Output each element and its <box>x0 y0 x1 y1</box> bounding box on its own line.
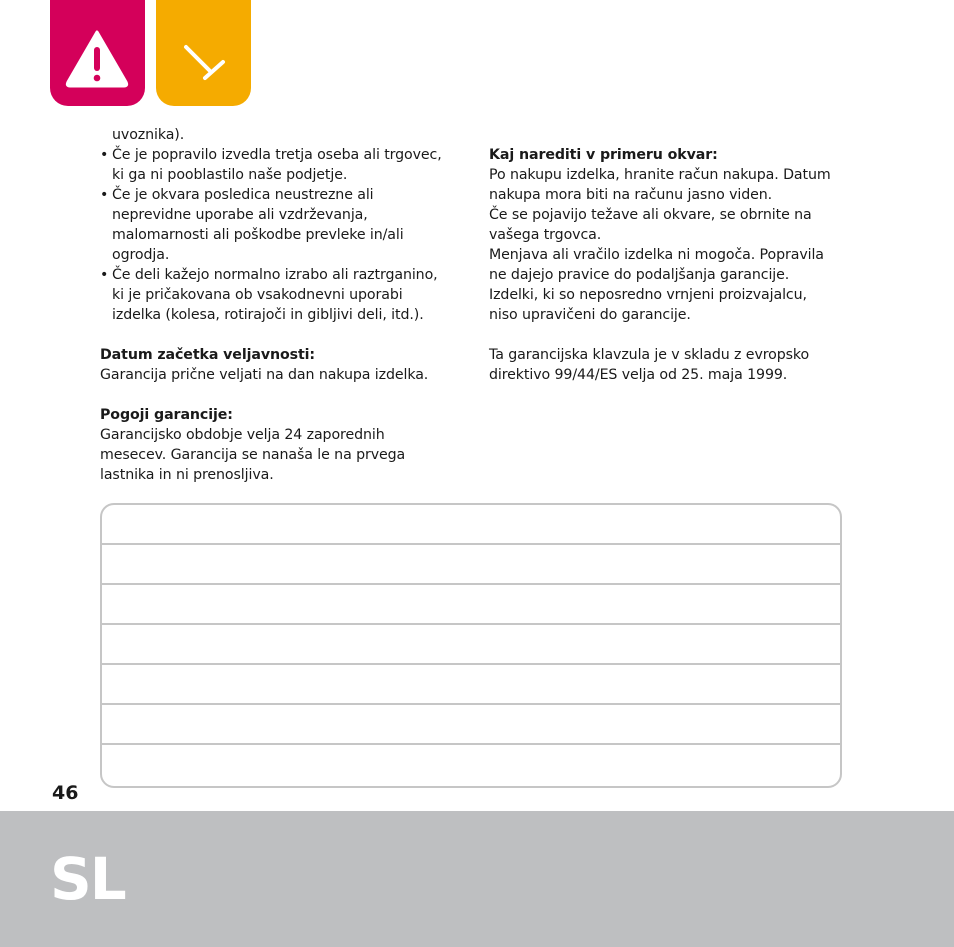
left-column <box>100 125 470 505</box>
paragraph-line: niso upravičeni do garancije. <box>489 307 691 323</box>
form-line <box>102 543 840 545</box>
page-number: 46 <box>52 782 79 804</box>
bullet-line: ogrodja. <box>112 247 170 263</box>
warning-icon <box>50 0 145 106</box>
warning-tab <box>50 0 145 106</box>
section-heading: Datum začetka veljavnosti: <box>100 347 315 363</box>
bullet-item <box>100 185 470 265</box>
bullet-item <box>100 265 470 325</box>
paragraph-line: lastnika in ni prenosljiva. <box>100 467 274 483</box>
form-line <box>102 743 840 745</box>
form-line <box>102 663 840 665</box>
defects-section <box>489 145 849 325</box>
paragraph-line: nakupa mora biti na računu jasno viden. <box>489 187 773 203</box>
paragraph-line: ne dajejo pravice do podaljšanja garancije. <box>489 267 790 283</box>
conditions-section <box>100 405 470 485</box>
bullet-line: Če deli kažejo normalno izrabo ali raztrganino, <box>112 267 438 283</box>
bullet-dot: • <box>100 147 109 163</box>
bullet-line: ki ga ni pooblastilo naše podjetje. <box>112 167 348 183</box>
validity-section <box>100 345 470 385</box>
paragraph-line: Ta garancijska klavzula je v skladu z evropsko <box>489 347 810 363</box>
directive-section <box>489 345 849 385</box>
continuation-line: uvoznika). <box>112 127 185 143</box>
paragraph-line: Garancija prične veljati na dan nakupa izdelka. <box>100 367 429 383</box>
paragraph-line: direktivo 99/44/ES velja od 25. maja 1999. <box>489 367 788 383</box>
language-code: SL <box>50 845 125 913</box>
bullet-line: ki je pričakovana ob vsakodnevni uporabi <box>112 287 403 303</box>
bullet-line: izdelka (kolesa, rotirajoči in gibljivi deli, itd.). <box>112 307 424 323</box>
tools-icon <box>156 0 251 106</box>
form-line <box>102 583 840 585</box>
paragraph-line: Menjava ali vračilo izdelka ni mogoča. Popravila <box>489 247 824 263</box>
paragraph-line: mesecev. Garancija se nanaša le na prvega <box>100 447 406 463</box>
tools-tab <box>156 0 251 106</box>
warranty-form-box <box>100 503 842 788</box>
bullet-line: neprevidne uporabe ali vzdrževanja, <box>112 207 368 223</box>
footer-band <box>0 811 954 947</box>
bullet-item <box>100 145 470 185</box>
bullet-line: Če je okvara posledica neustrezne ali <box>112 187 374 203</box>
bullet-dot: • <box>100 267 109 283</box>
paragraph-line: vašega trgovca. <box>489 227 602 243</box>
form-line <box>102 703 840 705</box>
bullet-dot: • <box>100 187 109 203</box>
paragraph-line: Garancijsko obdobje velja 24 zaporednih <box>100 427 385 443</box>
bullet-line: malomarnosti ali poškodbe prevleke in/ali <box>112 227 404 243</box>
right-column <box>489 145 849 405</box>
paragraph-line: Izdelki, ki so neposredno vrnjeni proizvajalcu, <box>489 287 807 303</box>
paragraph-line: Če se pojavijo težave ali okvare, se obrnite na <box>489 207 812 223</box>
paragraph-line: Po nakupu izdelka, hranite račun nakupa. Datum <box>489 167 831 183</box>
bullet-line: Če je popravilo izvedla tretja oseba ali trgovec, <box>112 147 442 163</box>
form-line <box>102 623 840 625</box>
section-heading: Pogoji garancije: <box>100 407 233 423</box>
section-heading: Kaj narediti v primeru okvar: <box>489 147 718 163</box>
